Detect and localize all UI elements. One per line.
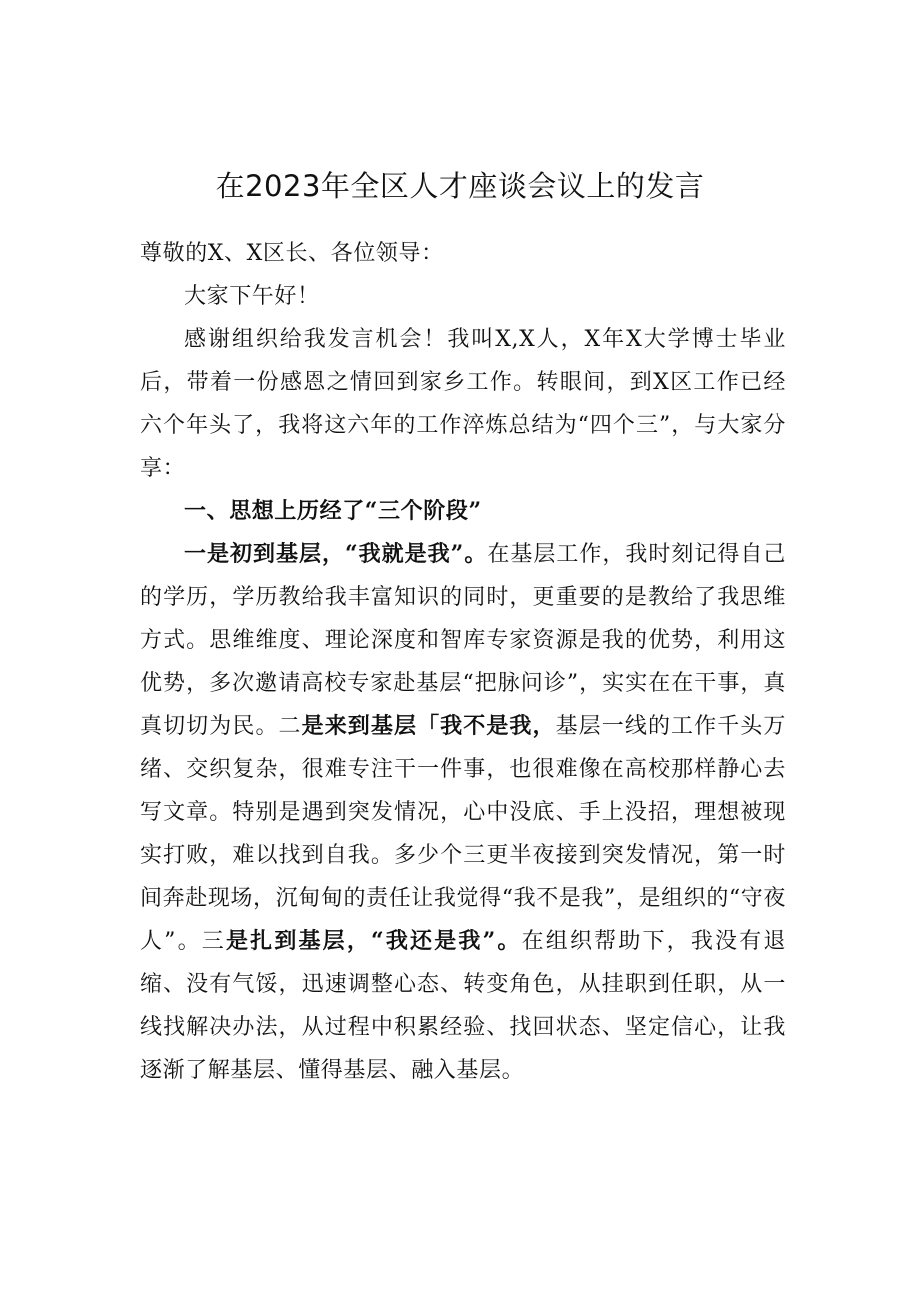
- greeting: 大家下午好！: [184, 284, 320, 309]
- document-body: [140, 232, 786, 1092]
- stage-one-lead: 一是初到基层，“我就是我”。: [184, 541, 488, 567]
- section-heading: 一、思想上历经了“三个阶段”: [184, 498, 482, 524]
- intro-paragraph: 感谢组织给我发言机会！我叫X,X人，X年X大学博士毕业后，带着一份感恩之情回到家乡工作。转眼间，到X区工作已经六个年头了，我将这六年的工作淬炼总结为“四个三”，与大家分享：: [140, 327, 786, 481]
- document-title: 在2023年全区人才座谈会议上的发言: [215, 169, 705, 203]
- salutation: 尊敬的X、X区长、各位领导：: [140, 241, 444, 266]
- stage-two-lead: 是来到基层「我不是我，: [301, 713, 556, 739]
- stage-three-lead: 是扎到基层，“我还是我”。: [225, 928, 522, 954]
- stage-one-text: 在基层工作，我时刻记得自己的学历，学历教给我丰富知识的同时，更重要的是教给了我思维方式。思维维度、理论深度和智库专家资源是我的优势，利用这优势，多次邀请高校专家赴基层“把脉问诊”，实实在在干事，真真切切为民。二: [140, 542, 786, 739]
- stage-two-text: 基层一线的工作千头万绪、交织复杂，很难专注干一件事，也很难像在高校那样静心去写文章。特别是遇到突发情况，心中没底、手上没招，理想被现实打败，难以找到自我。多少个三更半夜接到突发情况，第一时间奔赴现场，沉甸甸的责任让我觉得“我不是我”，是组织的“守夜人”。三: [140, 714, 786, 954]
- section-paragraph: [140, 533, 786, 1092]
- stage-three-text: 在组织帮助下，我没有退缩、没有气馁，迅速调整心态、转变角色，从挂职到任职，从一线找解决办法，从过程中积累经验、找回状态、坚定信心，让我逐渐了解基层、懂得基层、融入基层。: [140, 929, 786, 1083]
